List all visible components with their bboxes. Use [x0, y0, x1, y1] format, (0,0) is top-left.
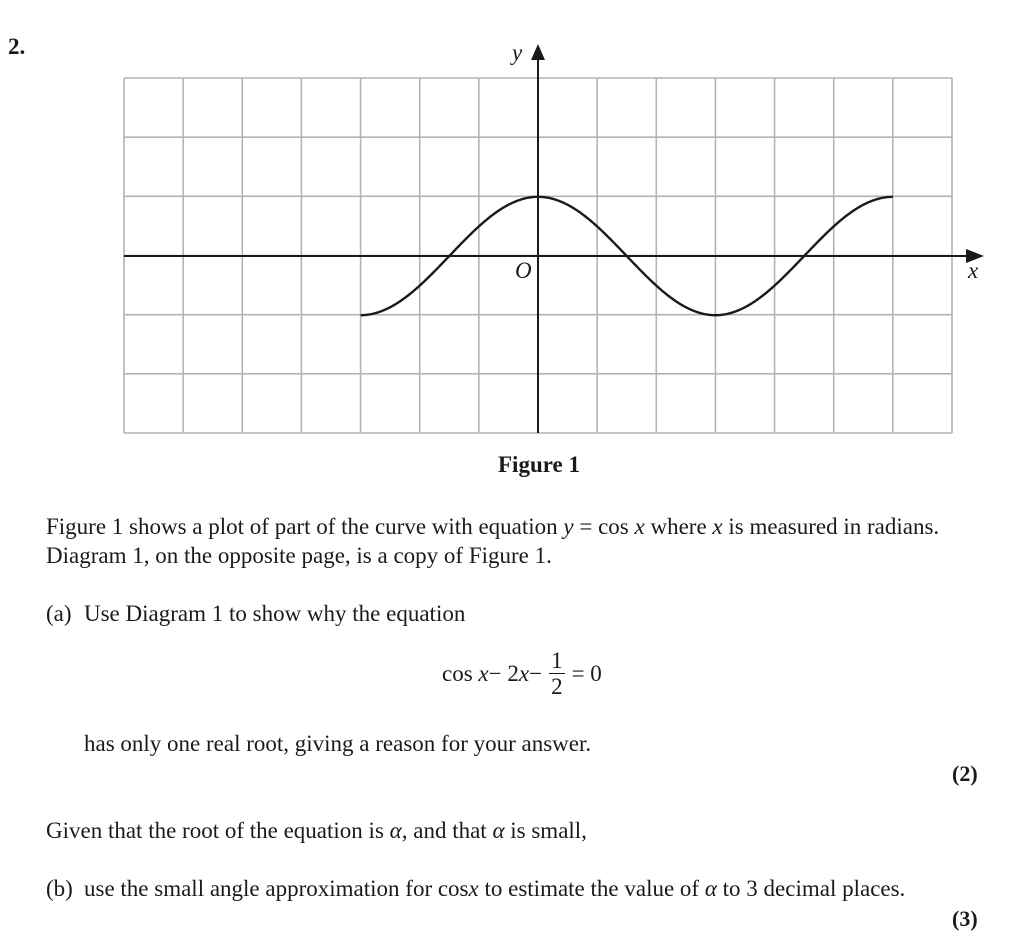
part-b-text: [84, 874, 905, 903]
figure-1-graph: [0, 0, 1030, 450]
eq-minus: −: [529, 660, 543, 686]
intro-text: Figure 1 shows a plot of part of the curve with equation: [46, 514, 564, 539]
x-axis-label: x: [968, 258, 979, 283]
var-x: x: [468, 876, 479, 901]
given-after: is small,: [504, 818, 587, 843]
question-number: 2.: [8, 34, 26, 59]
part-b-after: to 3 decimal places.: [716, 876, 906, 901]
eq-var-x: x: [518, 660, 530, 686]
given-text: Given that the root of the equation is: [46, 818, 390, 843]
var-x: x: [634, 514, 645, 539]
intro-line-2: Diagram 1, on the opposite page, is a copy of Figure 1.: [46, 543, 552, 568]
part-b-marks: (3): [952, 906, 978, 931]
var-alpha: α: [704, 876, 717, 901]
eq-var-x: x: [478, 660, 489, 686]
eq-cos: cos: [442, 660, 473, 686]
fraction-one-half: [548, 648, 566, 699]
var-alpha: α: [389, 818, 402, 843]
part-b-mid: to estimate the value of: [478, 876, 705, 901]
part-a-text: Use Diagram 1 to show why the equation: [84, 601, 466, 626]
eq-rhs: = 0: [571, 660, 602, 686]
given-line: [46, 816, 587, 845]
given-mid: , and that: [401, 818, 493, 843]
y-axis-arrowhead: [531, 44, 545, 60]
eq-minus-2: − 2: [488, 660, 519, 686]
part-a-label: (a): [46, 601, 72, 626]
intro-after: is measured in radians.: [722, 514, 940, 539]
figure-caption: Figure 1: [498, 452, 580, 477]
var-y: y: [563, 514, 574, 539]
fraction-denominator: 2: [551, 674, 563, 699]
origin-label: O: [515, 258, 532, 283]
y-axis-label: y: [512, 40, 523, 65]
part-a-follow: has only one real root, giving a reason for your answer.: [84, 731, 592, 756]
part-b-before: use the small angle approximation for cos: [84, 876, 469, 901]
var-alpha: α: [492, 818, 505, 843]
var-x: x: [712, 514, 723, 539]
equation: [442, 648, 602, 699]
intro-line-1: [46, 512, 939, 541]
fraction-numerator: 1: [551, 648, 563, 673]
part-a-marks: (2): [952, 761, 978, 786]
part-b-label: (b): [46, 876, 73, 901]
intro-eq: = cos: [573, 514, 629, 539]
intro-mid: where: [644, 514, 713, 539]
